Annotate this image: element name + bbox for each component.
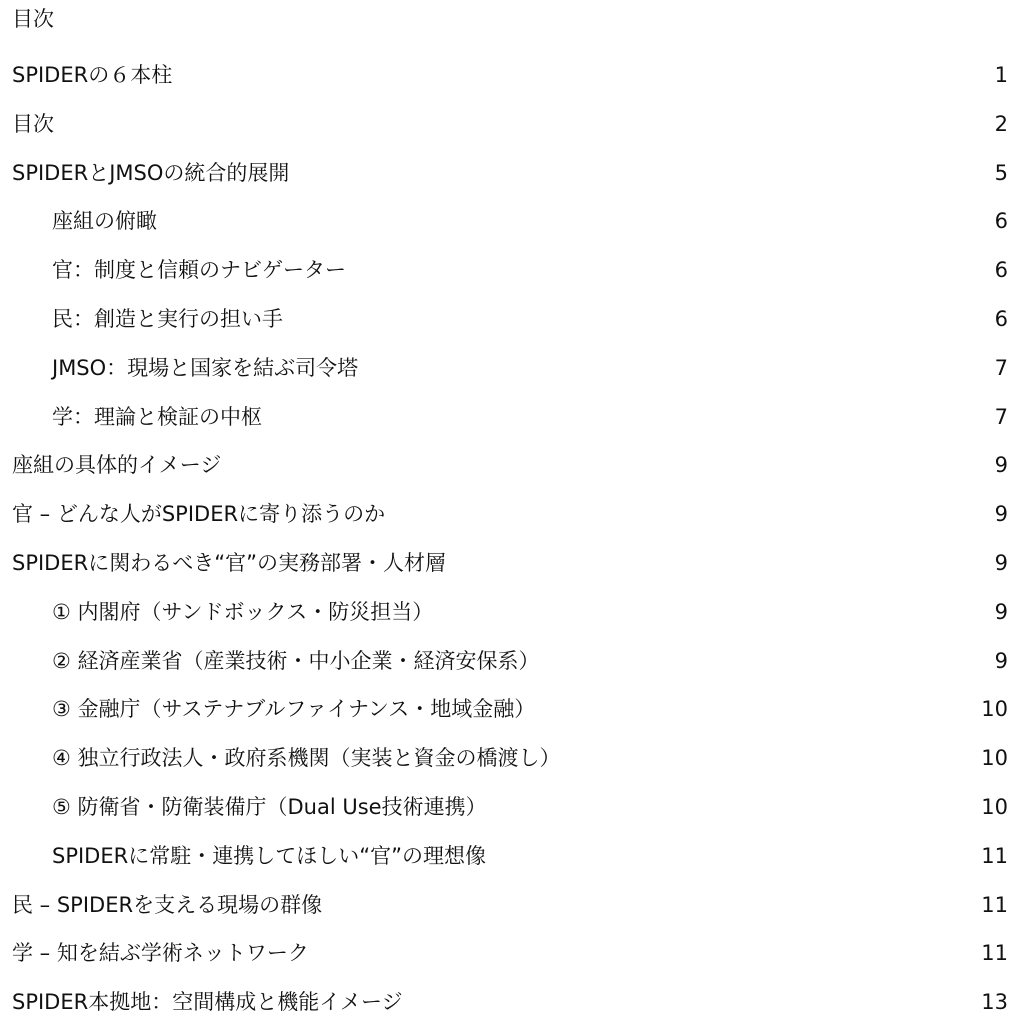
toc-entry-page: 10 [981, 794, 1008, 819]
toc-entry[interactable] [0, 934, 1022, 983]
toc-entry-page: 6 [994, 209, 1008, 234]
toc-entry[interactable] [0, 251, 1022, 300]
toc-entry[interactable] [0, 349, 1022, 398]
toc-entry-page: 11 [981, 941, 1008, 966]
toc-entry-title: ① 内閣府（サンドボックス・防災担当） [52, 599, 434, 624]
toc-entry-title: 目次 [12, 111, 54, 136]
toc-entry-title: 学 – 知を結ぶ学術ネットワーク [12, 941, 309, 966]
toc-heading: 目次 [12, 7, 54, 31]
toc-entry-page: 5 [994, 160, 1008, 185]
toc-entry-page: 9 [994, 648, 1008, 673]
toc-entry[interactable] [0, 398, 1022, 447]
toc-entry[interactable] [0, 154, 1022, 203]
toc-entry-page: 6 [994, 258, 1008, 283]
toc-entry-title: SPIDERに関わるべき“官”の実務部署・人材層 [12, 550, 446, 575]
toc-entry-title: ④ 独立行政法人・政府系機関（実装と資金の橋渡し） [52, 746, 561, 771]
toc-entry[interactable] [0, 593, 1022, 642]
toc-entry-page: 10 [981, 746, 1008, 771]
toc-entry[interactable] [0, 788, 1022, 837]
toc-entry-title: SPIDERに常駐・連携してほしい“官”の理想像 [52, 843, 486, 868]
toc-entry-title: 官 – どんな人がSPIDERに寄り添うのか [12, 502, 386, 527]
toc-entry-title: SPIDERとJMSOの統合的展開 [12, 160, 290, 185]
toc-entry-page: 6 [994, 306, 1008, 331]
toc-entry-title: SPIDERの６本柱 [12, 63, 173, 87]
toc-entry-title: 座組の具体的イメージ [12, 453, 222, 478]
toc-entry-page: 7 [994, 404, 1008, 429]
toc-entry-page: 11 [981, 892, 1008, 917]
toc-entry-page: 7 [994, 355, 1008, 380]
toc-entry[interactable] [0, 983, 1022, 1032]
toc-list [0, 56, 1022, 1032]
toc-entry[interactable] [0, 495, 1022, 544]
toc-entry-page: 11 [981, 843, 1008, 868]
toc-entry-page: 9 [994, 550, 1008, 575]
toc-entry[interactable] [0, 56, 1022, 105]
toc-entry-title: 学：理論と検証の中枢 [52, 404, 262, 429]
toc-entry[interactable] [0, 202, 1022, 251]
toc-entry-title: SPIDER本拠地：空間構成と機能イメージ [12, 990, 403, 1015]
toc-entry-page: 9 [994, 453, 1008, 478]
toc-entry-title: JMSO：現場と国家を結ぶ司令塔 [52, 355, 359, 380]
toc-entry-page: 13 [981, 990, 1008, 1015]
toc-entry-title: ⑤ 防衛省・防衛装備庁（Dual Use技術連携） [52, 794, 487, 819]
toc-entry[interactable] [0, 690, 1022, 739]
toc-entry-title: ② 経済産業省（産業技術・中小企業・経済安保系） [52, 648, 540, 673]
toc-entry-page: 1 [994, 63, 1008, 87]
toc-entry[interactable] [0, 642, 1022, 691]
toc-entry[interactable] [0, 886, 1022, 935]
toc-entry-title: 民：創造と実行の担い手 [52, 306, 283, 331]
toc-entry-page: 2 [994, 111, 1008, 136]
toc-entry[interactable] [0, 544, 1022, 593]
toc-entry[interactable] [0, 739, 1022, 788]
toc-entry-title: ③ 金融庁（サステナブルファイナンス・地域金融） [52, 697, 536, 722]
toc-entry[interactable] [0, 300, 1022, 349]
toc-entry-page: 9 [994, 502, 1008, 527]
toc-entry[interactable] [0, 446, 1022, 495]
toc-entry-title: 民 – SPIDERを支える現場の群像 [12, 892, 323, 917]
toc-entry[interactable] [0, 837, 1022, 886]
toc-entry-page: 10 [981, 697, 1008, 722]
toc-entry-title: 座組の俯瞰 [52, 209, 157, 234]
toc-entry-title: 官：制度と信頼のナビゲーター [52, 258, 346, 283]
toc-entry-page: 9 [994, 599, 1008, 624]
toc-entry[interactable] [0, 105, 1022, 154]
